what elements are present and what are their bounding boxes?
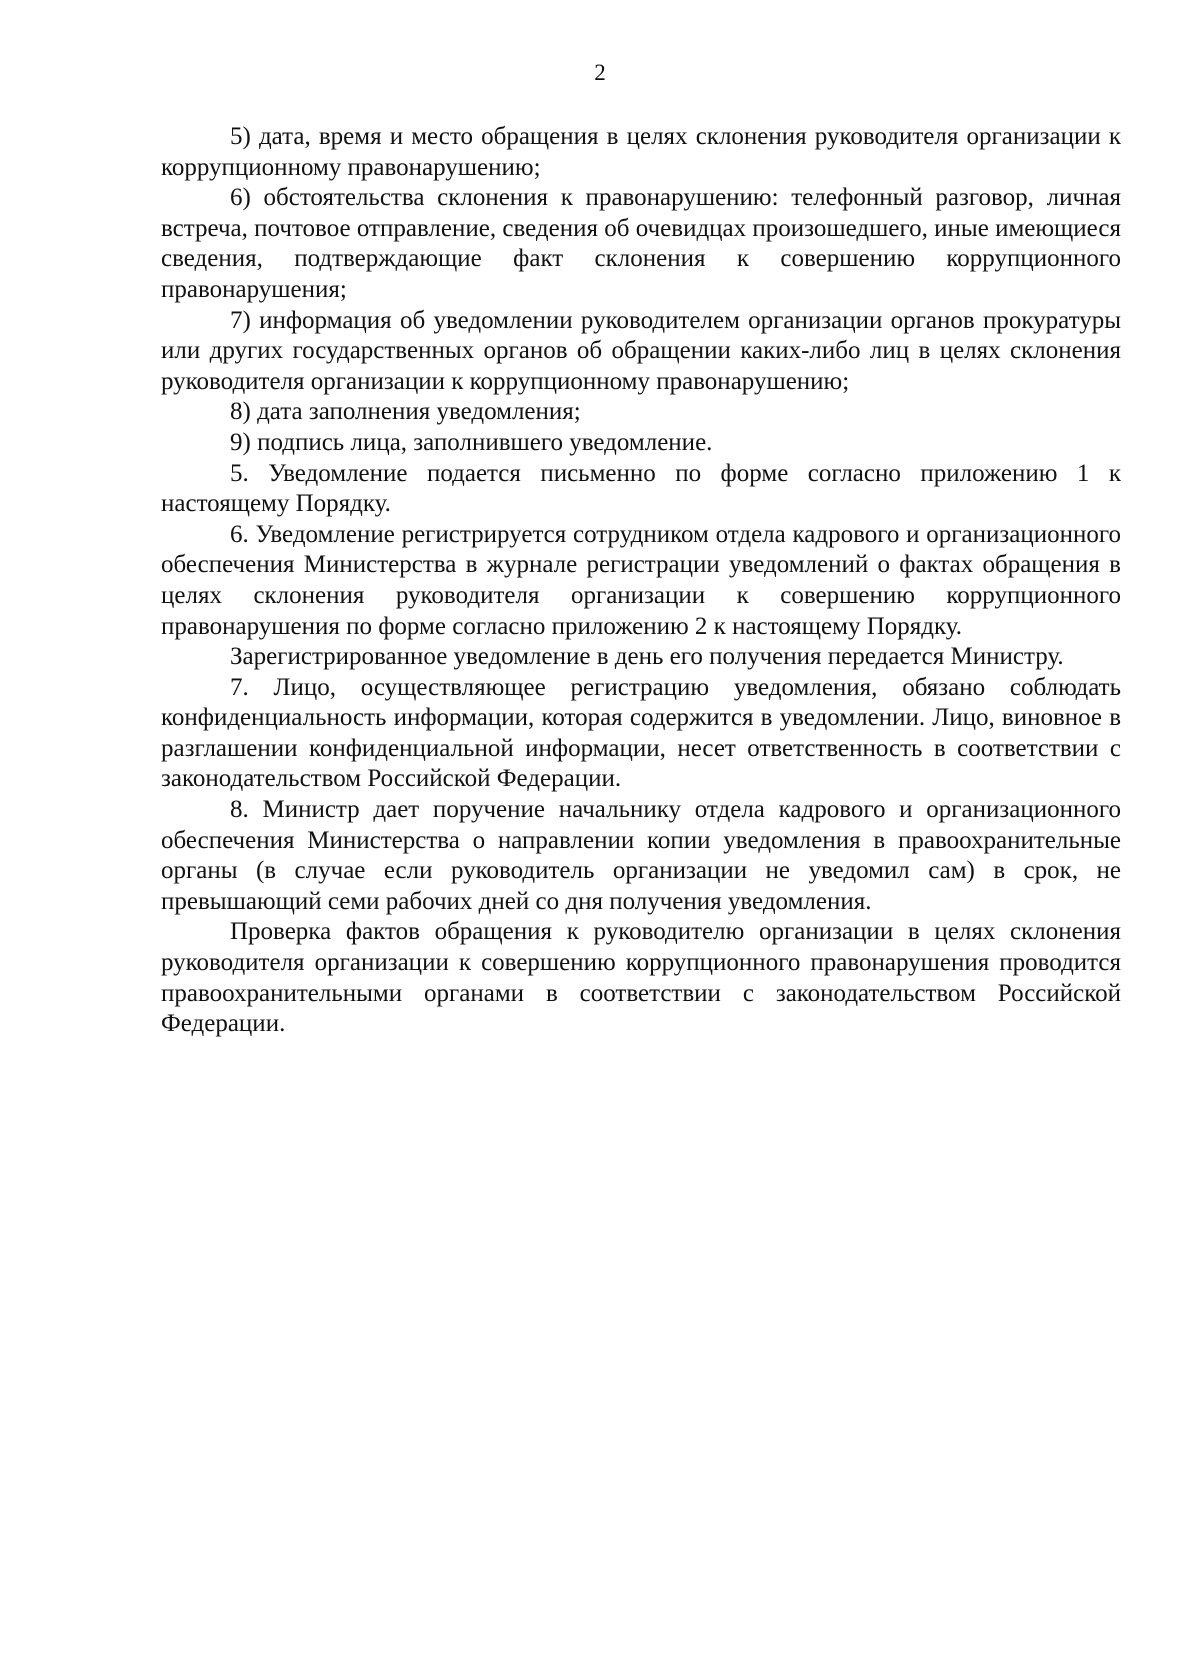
paragraph-clause-7: 7. Лицо, осуществляющее регистрацию уведомления, обязано соблюдать конфиденциальность информации, которая содержится в уведомлении. Лицо, виновное в разглашении конфиденциальной информации, несет ответственность в соответствии с законодательством Российской Федерации.: [161, 673, 1121, 793]
paragraph-verification: Проверка фактов обращения к руководителю организации в целях склонения руководителя организации к совершению коррупционного правонарушения проводится правоохранительными органами в соответствии с законодательством Российской Федерации.: [161, 918, 1121, 1038]
paragraph-item-8: 8) дата заполнения уведомления;: [230, 398, 581, 426]
page-number: 2: [594, 60, 606, 85]
paragraph-clause-8: 8. Министр дает поручение начальнику отдела кадрового и организационного обеспечения Министерства о направлении копии уведомления в правоохранительные органы (в случае если руководитель организации не уведомил сам) в срок, не превышающий семи рабочих дней со дня получения уведомления.: [161, 796, 1121, 915]
document-body: [161, 122, 1121, 1040]
paragraph-registered-notice: Зарегистрированное уведомление в день его получения передается Министру.: [230, 643, 1064, 671]
paragraph-item-7: 7) информация об уведомлении руководителем организации органов прокуратуры или других государственных органов об обращении каких-либо лиц в целях склонения руководителя организации к коррупционному правонарушению;: [161, 306, 1121, 395]
paragraph-item-5: 5) дата, время и место обращения в целях склонения руководителя организации к коррупционному правонарушению;: [161, 123, 1121, 181]
paragraph-item-6: 6) обстоятельства склонения к правонарушению: телефонный разговор, личная встреча, почтовое отправление, сведения об очевидцах произошедшего, иные имеющиеся сведения, подтверждающие факт склонения к совершению коррупционного правонарушения;: [161, 184, 1121, 303]
paragraph-item-9: 9) подпись лица, заполнившего уведомление.: [230, 428, 713, 456]
paragraph-clause-5: 5. Уведомление подается письменно по форме согласно приложению 1 к настоящему Порядку.: [161, 459, 1121, 518]
paragraph-clause-6: 6. Уведомление регистрируется сотрудником отдела кадрового и организационного обеспечения Министерства в журнале регистрации уведомлений о фактах обращения в целях склонения руководителя организации к совершению коррупционного правонарушения по форме согласно приложению 2 к настоящему Порядку.: [161, 520, 1121, 640]
